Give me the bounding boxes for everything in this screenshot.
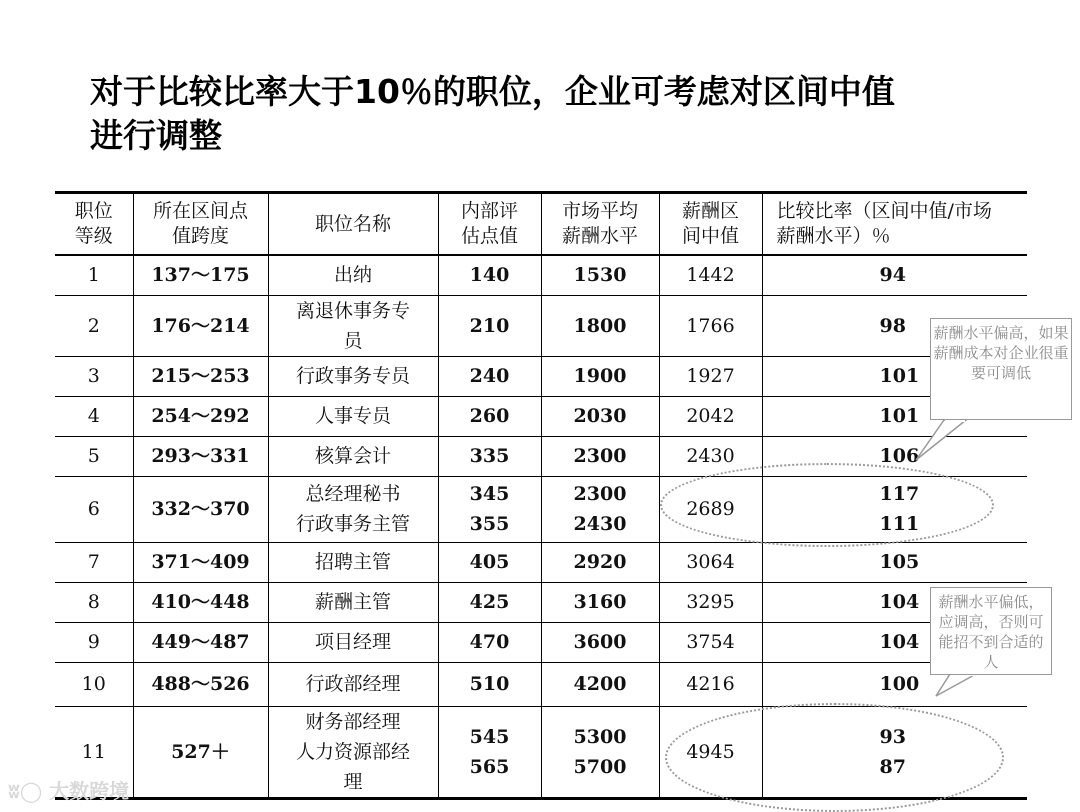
cell-points-value: 565 <box>469 755 510 778</box>
header-ratio: 比较比率（区间中值/市场 薪酬水平）％ <box>762 193 1027 256</box>
cell-ratio-value: 98 <box>879 314 906 337</box>
cell-market-value: 2300 <box>573 445 627 467</box>
cell-position-value: 理 <box>343 770 363 793</box>
header-grade: 职位 等级 <box>55 193 133 256</box>
cell-midpoint-value: 1442 <box>686 264 735 287</box>
cell-position-value: 行政部经理 <box>305 673 401 695</box>
header-points: 内部评 估点值 <box>438 193 541 256</box>
cell-points-value: 260 <box>469 405 510 427</box>
cell-grade <box>55 356 133 396</box>
cell-position-value: 员 <box>343 329 363 352</box>
cell-points-value: 335 <box>469 445 510 467</box>
cell-position-value: 人事专员 <box>314 405 391 427</box>
cell-position <box>268 396 438 436</box>
cell-points <box>438 396 541 436</box>
cell-market <box>541 255 659 295</box>
cell-range <box>133 542 268 582</box>
cell-range <box>133 706 268 798</box>
table-header-row <box>55 193 1027 256</box>
cell-ratio-value: 105 <box>879 551 920 573</box>
cell-market-value: 1900 <box>573 365 627 387</box>
cell-grade <box>55 662 133 706</box>
cell-range-value: 488～526 <box>151 673 250 695</box>
cell-range-value: 410～448 <box>151 591 250 613</box>
cell-grade <box>55 622 133 662</box>
cell-ratio-value: 94 <box>879 264 906 287</box>
watermark <box>8 775 129 804</box>
table-row <box>55 582 1027 622</box>
cell-range <box>133 295 268 356</box>
cell-position-value: 项目经理 <box>314 631 391 653</box>
header-range: 所在区间点 值跨度 <box>133 193 268 256</box>
cell-grade <box>55 582 133 622</box>
cell-range-value: 332～370 <box>151 498 250 520</box>
slide-title-line-2: 进行调整 <box>90 116 222 155</box>
cell-midpoint <box>659 542 762 582</box>
cell-grade-value: 11 <box>81 740 106 763</box>
table-row <box>55 622 1027 662</box>
cell-position-value: 核算会计 <box>314 445 391 467</box>
cell-position <box>268 295 438 356</box>
cell-points <box>438 295 541 356</box>
cell-range <box>133 662 268 706</box>
cell-grade-value: 8 <box>87 591 100 613</box>
cell-market-value: 2920 <box>573 551 627 573</box>
cell-midpoint-value: 2042 <box>686 405 735 427</box>
cell-midpoint-value: 1766 <box>686 314 735 337</box>
cell-position <box>268 476 438 542</box>
cell-position <box>268 622 438 662</box>
cell-market <box>541 295 659 356</box>
cell-market-value: 4200 <box>573 673 627 695</box>
cell-ratio-value: 104 <box>879 591 920 613</box>
header-market: 市场平均 薪酬水平 <box>541 193 659 256</box>
cell-range-value: 215～253 <box>151 365 250 387</box>
table-row <box>55 295 1027 356</box>
cell-ratio-value: 100 <box>879 673 920 695</box>
cell-market-value: 1800 <box>573 314 627 337</box>
callout-high-pay: 薪酬水平偏高，如果薪酬成本对企业很重要可调低 <box>930 318 1072 420</box>
cell-midpoint-value: 4216 <box>686 673 735 695</box>
cell-grade-value: 7 <box>87 551 100 573</box>
cell-grade-value: 3 <box>87 365 100 387</box>
cell-grade-value: 6 <box>87 498 100 520</box>
cell-position-value: 行政事务专员 <box>295 365 410 387</box>
cell-points-value: 240 <box>469 365 510 387</box>
cell-grade-value: 1 <box>87 264 100 287</box>
table-row <box>55 542 1027 582</box>
cell-midpoint <box>659 622 762 662</box>
watermark-logo-icon: ʬ◯ <box>8 779 43 803</box>
cell-midpoint <box>659 396 762 436</box>
table-row <box>55 662 1027 706</box>
cell-market <box>541 706 659 798</box>
cell-range <box>133 436 268 476</box>
cell-market <box>541 436 659 476</box>
cell-range-value: 137～175 <box>151 264 250 287</box>
cell-points <box>438 622 541 662</box>
cell-points <box>438 255 541 295</box>
cell-points-value: 405 <box>469 551 510 573</box>
cell-grade <box>55 255 133 295</box>
cell-midpoint-value: 4945 <box>686 740 735 763</box>
cell-position <box>268 356 438 396</box>
cell-position-value: 离退休事务专 <box>295 299 410 322</box>
cell-grade <box>55 436 133 476</box>
cell-grade <box>55 396 133 436</box>
header-midpoint: 薪酬区 间中值 <box>659 193 762 256</box>
cell-midpoint <box>659 295 762 356</box>
cell-ratio-value: 111 <box>879 513 920 535</box>
cell-market-value: 2430 <box>573 513 627 535</box>
cell-market-value: 1530 <box>573 264 627 287</box>
cell-market <box>541 582 659 622</box>
cell-midpoint <box>659 662 762 706</box>
table-row <box>55 255 1027 295</box>
cell-points-value: 510 <box>469 673 510 695</box>
cell-points-value: 545 <box>469 725 510 748</box>
header-position: 职位名称 <box>268 193 438 256</box>
cell-position-value: 出纳 <box>333 264 372 287</box>
cell-points <box>438 542 541 582</box>
cell-market <box>541 396 659 436</box>
cell-market <box>541 356 659 396</box>
slide-title <box>90 70 990 158</box>
cell-midpoint <box>659 356 762 396</box>
cell-points-value: 345 <box>469 483 510 505</box>
cell-position-value: 总经理秘书 <box>305 483 401 505</box>
cell-points <box>438 356 541 396</box>
cell-midpoint <box>659 255 762 295</box>
cell-market-value: 3600 <box>573 631 627 653</box>
cell-range-value: 293～331 <box>151 445 250 467</box>
cell-range-value: 176～214 <box>151 314 250 337</box>
cell-points-value: 355 <box>469 513 510 535</box>
cell-midpoint-value: 2689 <box>686 498 735 520</box>
cell-range <box>133 582 268 622</box>
cell-position <box>268 436 438 476</box>
cell-position-value: 招聘主管 <box>314 551 391 573</box>
cell-points-value: 425 <box>469 591 510 613</box>
cell-points <box>438 662 541 706</box>
cell-ratio-value: 101 <box>879 365 920 387</box>
cell-points <box>438 436 541 476</box>
cell-midpoint <box>659 582 762 622</box>
cell-points-value: 140 <box>469 264 510 287</box>
cell-points <box>438 706 541 798</box>
cell-ratio-value: 87 <box>879 755 906 778</box>
cell-market-value: 2300 <box>573 483 627 505</box>
callout-low-pay: 薪酬水平偏低，应调高，否则可能招不到合适的人 <box>930 587 1052 675</box>
cell-position-value: 人力资源部经 <box>295 740 410 763</box>
cell-market <box>541 476 659 542</box>
highlight-oval-high <box>660 463 994 547</box>
cell-ratio-value: 106 <box>879 445 920 467</box>
cell-grade-value: 4 <box>87 405 100 427</box>
cell-points <box>438 476 541 542</box>
cell-ratio-value: 104 <box>879 631 920 653</box>
cell-ratio-value: 93 <box>879 725 906 748</box>
cell-market-value: 3160 <box>573 591 627 613</box>
watermark-text: 大数跨境 <box>49 779 130 803</box>
cell-grade-value: 2 <box>87 314 100 337</box>
cell-grade <box>55 295 133 356</box>
cell-range <box>133 356 268 396</box>
table-row <box>55 356 1027 396</box>
cell-points-value: 210 <box>469 314 510 337</box>
cell-grade <box>55 476 133 542</box>
cell-midpoint-value: 2430 <box>686 445 735 467</box>
cell-position <box>268 542 438 582</box>
cell-grade-value: 9 <box>87 631 100 653</box>
cell-range <box>133 476 268 542</box>
cell-range-value: 371～409 <box>151 551 250 573</box>
cell-market-value: 5700 <box>573 755 627 778</box>
cell-range <box>133 396 268 436</box>
cell-position <box>268 582 438 622</box>
cell-range <box>133 255 268 295</box>
cell-grade-value: 10 <box>81 673 106 695</box>
cell-ratio-value: 101 <box>879 405 920 427</box>
cell-points-value: 470 <box>469 631 510 653</box>
cell-market-value: 5300 <box>573 725 627 748</box>
cell-market <box>541 662 659 706</box>
cell-grade <box>55 542 133 582</box>
cell-range-value: 449～487 <box>151 631 250 653</box>
cell-ratio-value: 117 <box>879 483 920 505</box>
cell-range <box>133 622 268 662</box>
cell-position <box>268 255 438 295</box>
cell-position-value: 财务部经理 <box>305 710 401 733</box>
cell-position <box>268 662 438 706</box>
cell-market <box>541 622 659 662</box>
cell-position <box>268 706 438 798</box>
cell-position-value: 行政事务主管 <box>295 513 410 535</box>
cell-range-value: 527＋ <box>171 740 230 763</box>
cell-market <box>541 542 659 582</box>
table-row <box>55 396 1027 436</box>
highlight-oval-low <box>665 703 1004 812</box>
cell-position-value: 薪酬主管 <box>314 591 391 613</box>
cell-midpoint-value: 3295 <box>686 591 735 613</box>
cell-midpoint-value: 3754 <box>686 631 735 653</box>
cell-market-value: 2030 <box>573 405 627 427</box>
cell-grade-value: 5 <box>87 445 100 467</box>
slide-title-line-1: 对于比较比率大于10％的职位，企业可考虑对区间中值 <box>90 72 895 111</box>
cell-ratio <box>762 255 1027 295</box>
cell-range-value: 254～292 <box>151 405 250 427</box>
cell-ratio <box>762 542 1027 582</box>
cell-midpoint-value: 1927 <box>686 365 735 387</box>
cell-midpoint-value: 3064 <box>686 551 735 573</box>
cell-points <box>438 582 541 622</box>
